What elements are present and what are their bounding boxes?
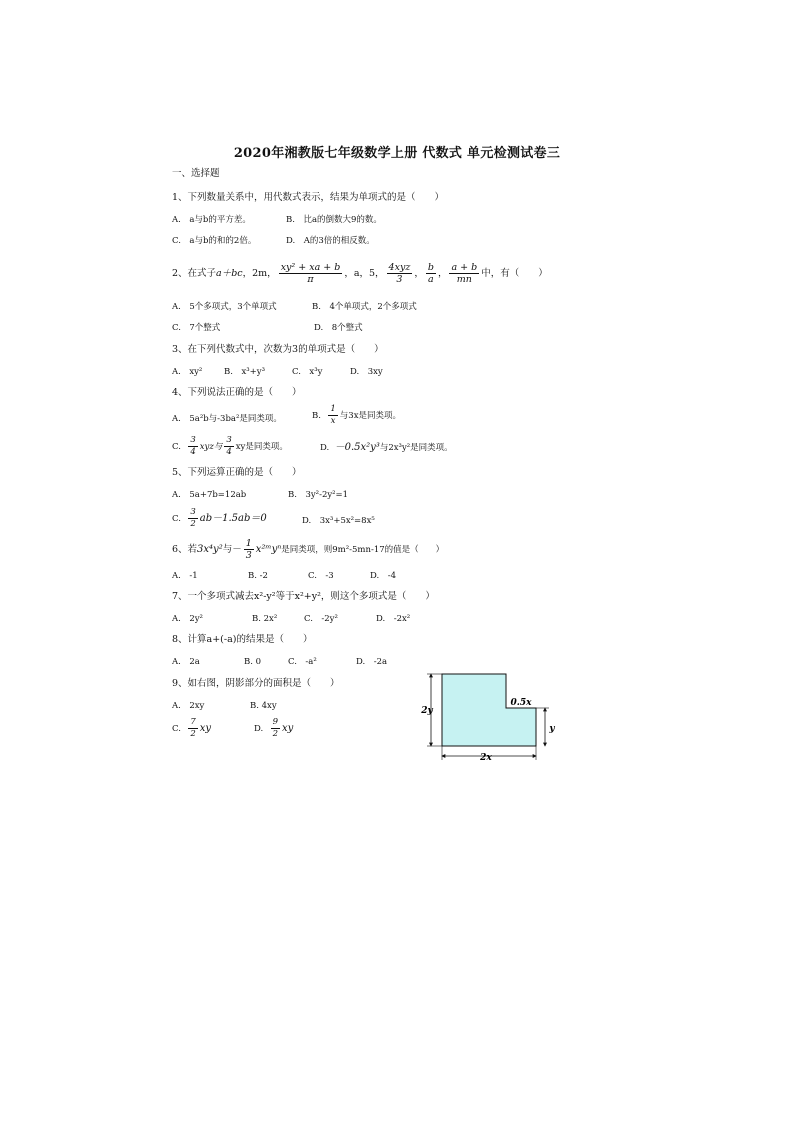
- question-2-option-b: B. 4个单项式，2个多项式: [312, 302, 417, 312]
- question-7-option-b: B. 2x²: [252, 614, 278, 624]
- q4c-fraction-1: $\frac{3}{4}$: [190, 435, 196, 457]
- shaded-l-shape: [442, 674, 536, 746]
- question-5-option-b: B. 3y²-2y²=1: [288, 490, 349, 500]
- question-2-stem: [172, 262, 548, 285]
- section-heading: 一、选择题: [172, 168, 220, 179]
- question-8-option-a: A. 2a: [172, 657, 200, 667]
- question-7-option-d: D. -2x²: [376, 614, 411, 624]
- q2-fraction-2: $\frac{\text{4xyz}}{3}$: [388, 262, 411, 285]
- question-4-option-c: C. $\frac{3}{4}$ xyz与 $\frac{3}{4}$ xy是同类项。: [172, 435, 288, 457]
- label-2x: 2x: [480, 753, 492, 763]
- question-1-option-a: A. a与b的平方差。: [172, 215, 251, 225]
- question-1-option-c: C. a与b的和的2倍。: [172, 236, 257, 246]
- question-6-option-c: C. -3: [308, 571, 334, 581]
- q9d-fraction: $\frac{9}{2}$: [272, 717, 279, 739]
- question-4-option-a: A. 5a²b与-3ba²是同类项。: [172, 414, 282, 424]
- question-9-option-b: B. 4xy: [250, 701, 277, 711]
- q2-sep-1: ，: [414, 268, 424, 279]
- question-8-option-b: B. 0: [244, 657, 262, 667]
- question-3-option-d: D. 3xy: [350, 367, 383, 377]
- q2-expr-1: a＋bc: [216, 268, 243, 279]
- question-1-option-b: B. 比a的倒数大9的数。: [286, 215, 382, 225]
- q2-fraction-3: $\frac{b}{a}$: [427, 262, 434, 285]
- question-9-option-d: D. $\frac{9}{2}$ xy: [254, 717, 294, 739]
- q4c-fraction-2: $\frac{3}{4}$: [226, 435, 232, 457]
- question-4-option-d: D. －0.5x²y³与2x³y²是同类项。: [320, 442, 453, 453]
- q6-fraction: $\frac{1}{3}$: [245, 538, 252, 561]
- page-title: 2020年湘教版七年级数学上册 代数式 单元检测试卷三: [233, 146, 561, 161]
- question-8-option-c: C. -a²: [288, 657, 317, 667]
- q5c-fraction: $\frac{3}{2}$: [190, 507, 196, 529]
- question-5-option-a: A. 5a+7b=12ab: [172, 490, 247, 500]
- question-3-stem: 3、在下列代数式中，次数为3的单项式是（ ）: [172, 344, 384, 355]
- q4b-fraction: $\frac{1}{x}$: [330, 404, 336, 426]
- question-6-option-a: A. -1: [172, 571, 198, 581]
- question-8-stem: 8、计算a+(-a)的结果是（ ）: [172, 634, 313, 645]
- question-9-option-a: A. 2xy: [172, 701, 205, 711]
- question-6-stem: 6、若3x⁴y²与－ $\frac{1}{3}$ x²ᵐyⁿ是同类项，则9m²-5mn-17的值是（ ）: [172, 538, 445, 561]
- q2-sep-2: ，: [437, 268, 448, 279]
- question-2-option-d: D. 8个整式: [314, 323, 363, 333]
- question-3-option-a: A. xy²: [172, 367, 203, 377]
- question-3-option-c: C. x³y: [292, 367, 323, 377]
- question-4-stem: 4、下列说法正确的是（ ）: [172, 387, 302, 398]
- q2-suffix: 中，有（ ）: [481, 268, 548, 279]
- q9c-fraction: $\frac{7}{2}$: [190, 717, 196, 739]
- question-6-option-d: D. -4: [370, 571, 396, 581]
- label-0-5x: 0.5x: [510, 698, 532, 708]
- question-7-stem: 7、一个多项式减去x²-y²等于x²+y²，则这个多项式是（ ）: [172, 591, 435, 602]
- question-3-option-b: B. x³+y³: [224, 367, 265, 377]
- question-9-stem: 9、如右图，阴影部分的面积是（ ）: [172, 678, 340, 689]
- question-9-option-c: C. $\frac{7}{2}$ xy: [172, 717, 212, 739]
- question-7-option-a: A. 2y²: [172, 614, 203, 624]
- question-1-stem: 1、下列数量关系中，用代数式表示，结果为单项式的是（ ）: [172, 192, 445, 203]
- label-y: y: [549, 724, 555, 734]
- question-5-option-d: D. 3x³+5x²=8x⁵: [302, 516, 375, 526]
- q2-prefix: 2、在式子: [172, 268, 217, 279]
- q2-expr-2: ，2m，: [242, 268, 277, 279]
- q2-fraction-1: $\frac{\text{xy² + xa + b}}{\pi}$: [280, 262, 341, 285]
- label-2y: 2y: [421, 706, 433, 716]
- q2-fraction-4: $\frac{a + b}{mn}$: [451, 262, 478, 285]
- question-8-option-d: D. -2a: [356, 657, 388, 667]
- question-5-stem: 5、下列运算正确的是（ ）: [172, 467, 302, 478]
- q2-expr-3: ，a，5，: [344, 268, 385, 279]
- question-7-option-c: C. -2y²: [304, 614, 338, 624]
- question-5-option-c: C. $\frac{3}{2}$ ab－1.5ab＝0: [172, 507, 267, 529]
- question-4-option-b: B. $\frac{1}{x}$ 与3x是同类项。: [312, 404, 401, 426]
- question-2-option-a: A. 5个多项式，3个单项式: [172, 302, 277, 312]
- question-1-option-d: D. A的3倍的相反数。: [286, 236, 375, 246]
- shaded-area-figure: [418, 668, 558, 763]
- question-2-option-c: C. 7个整式: [172, 323, 221, 333]
- question-6-option-b: B. -2: [248, 571, 268, 581]
